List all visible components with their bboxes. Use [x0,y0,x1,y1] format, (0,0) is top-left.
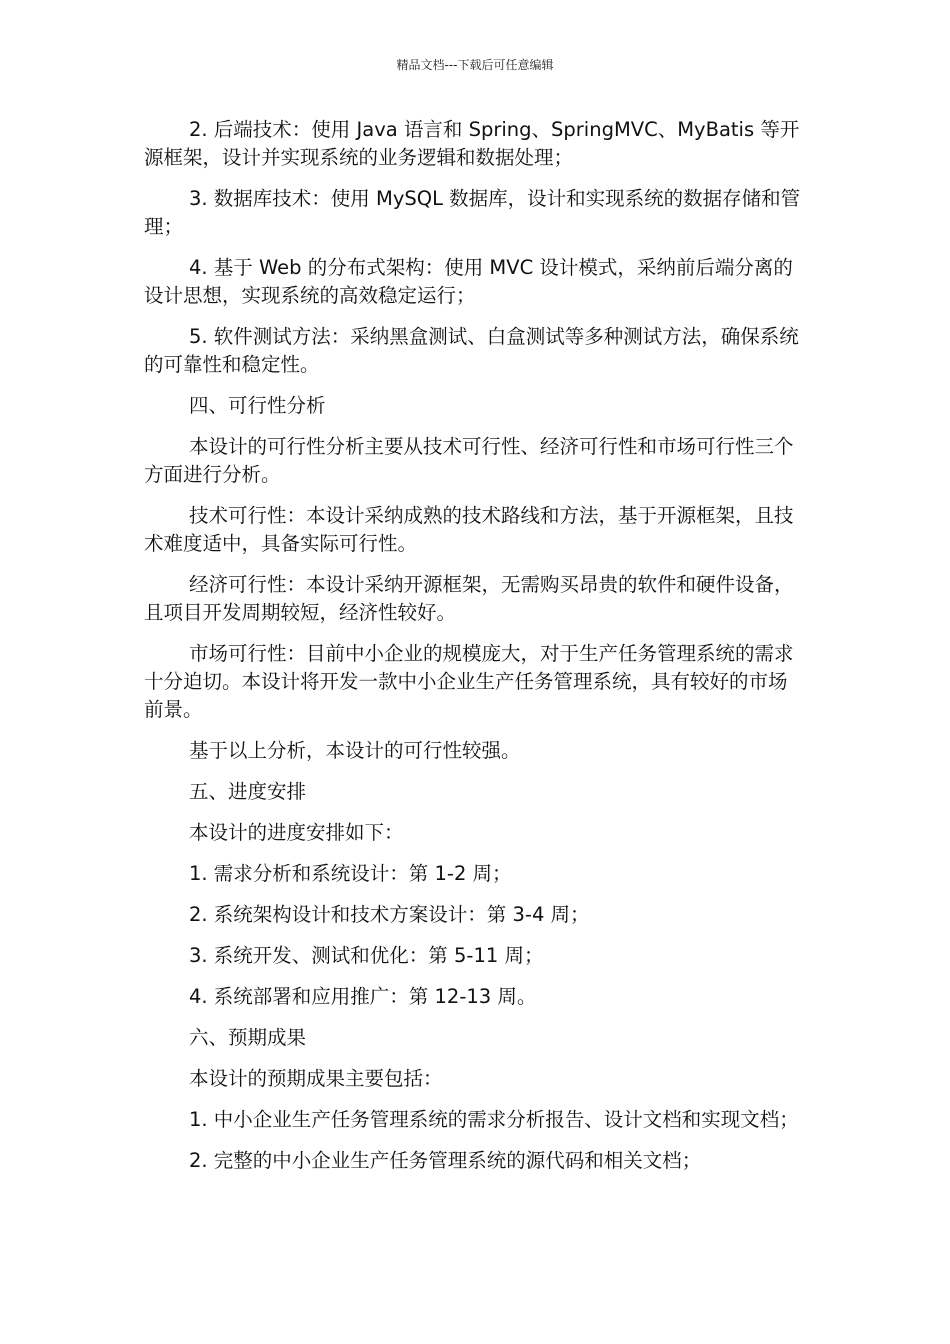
document-body [144,116,804,1188]
section-heading-expected-results: 六、预期成果 [189,1026,307,1049]
result-item-1: 1. 中小企业生产任务管理系统的需求分析报告、设计文档和实现文档； [189,1108,799,1131]
schedule-item-4: 4. 系统部署和应用推广：第 12-13 周。 [189,985,537,1008]
paragraph-feasibility-conclusion: 基于以上分析，本设计的可行性较强。 [189,739,521,762]
section-heading-feasibility: 四、可行性分析 [189,394,326,417]
schedule-item-1: 1. 需求分析和系统设计：第 1-2 周； [189,862,512,885]
paragraph-database-tech: 3. 数据库技术：使用 MySQL 数据库，设计和实现系统的数据存储和管理； [144,187,801,238]
section-heading-schedule: 五、进度安排 [189,780,307,803]
paragraph-results-intro: 本设计的预期成果主要包括： [189,1067,443,1090]
paragraph-schedule-intro: 本设计的进度安排如下： [189,821,404,844]
paragraph-web-architecture: 4. 基于 Web 的分布式架构：使用 MVC 设计模式，采纳前后端分离的设计思想，实现系统的高效稳定运行； [144,256,793,307]
paragraph-testing-methods: 5. 软件测试方法：采纳黑盒测试、白盒测试等多种测试方法，确保系统的可靠性和稳定性。 [144,325,799,376]
paragraph-market-feasibility: 市场可行性：目前中小企业的规模庞大，对于生产任务管理系统的需求十分迫切。本设计将开发一款中小企业生产任务管理系统，具有较好的市场前景。 [144,642,794,721]
paragraph-backend-tech: 2. 后端技术：使用 Java 语言和 Spring、SpringMVC、MyBatis 等开源框架，设计并实现系统的业务逻辑和数据处理； [144,118,800,169]
result-item-2: 2. 完整的中小企业生产任务管理系统的源代码和相关文档； [189,1149,702,1172]
schedule-item-3: 3. 系统开发、测试和优化：第 5-11 周； [189,944,544,967]
page-header: 精品文档---下载后可任意编辑 [396,58,554,72]
paragraph-feasibility-intro: 本设计的可行性分析主要从技术可行性、经济可行性和市场可行性三个方面进行分析。 [144,435,794,486]
schedule-item-2: 2. 系统架构设计和技术方案设计：第 3-4 周； [189,903,590,926]
paragraph-technical-feasibility: 技术可行性：本设计采纳成熟的技术路线和方法，基于开源框架，且技术难度适中，具备实际可行性。 [144,504,794,555]
paragraph-economic-feasibility: 经济可行性：本设计采纳开源框架，无需购买昂贵的软件和硬件设备，且项目开发周期较短，经济性较好。 [144,573,794,624]
